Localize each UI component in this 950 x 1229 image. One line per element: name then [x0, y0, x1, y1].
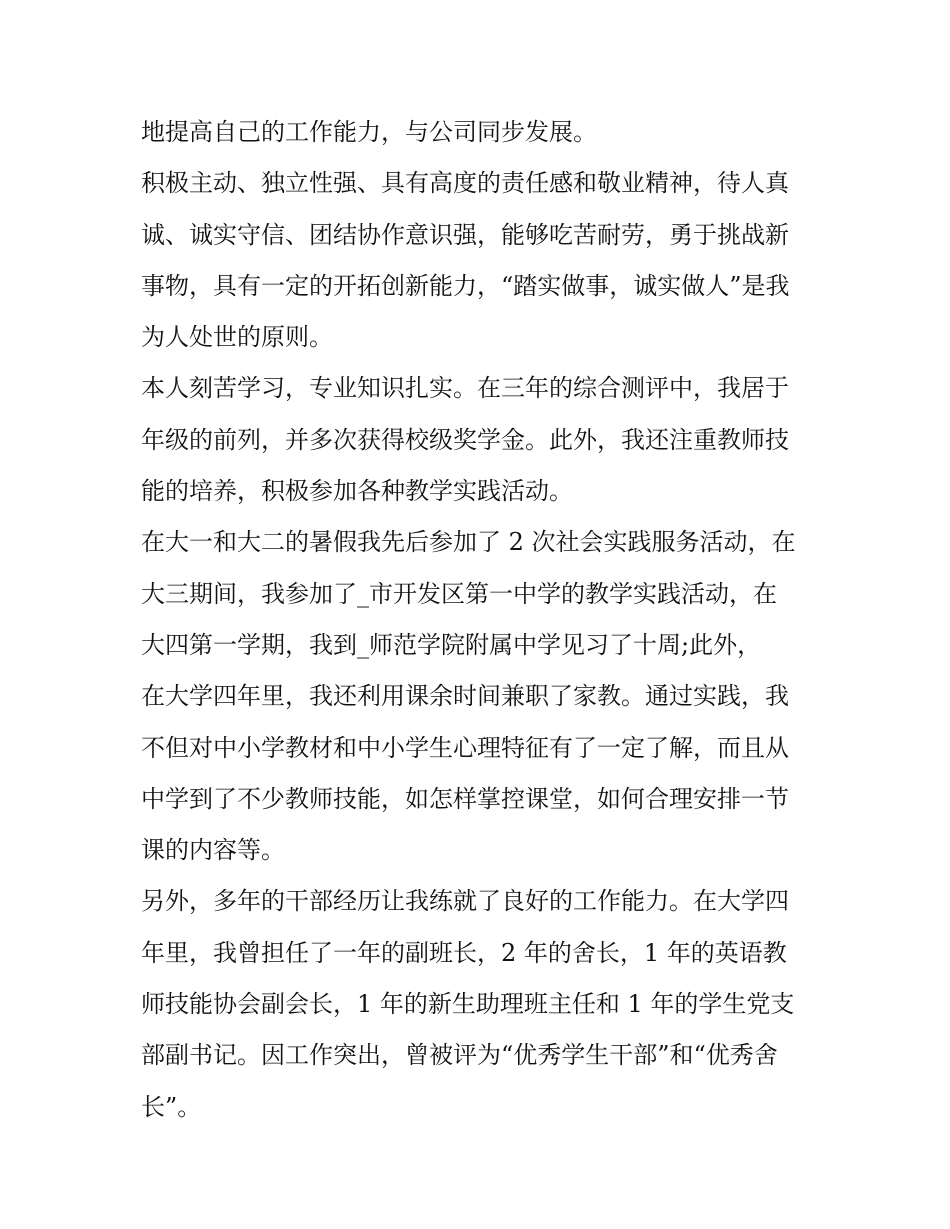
- text-line: 课的内容等。: [141, 836, 285, 865]
- text-line: 长”。: [141, 1092, 202, 1121]
- text-line: 师技能协会副会长，1 年的新生助理班主任和 1 年的学生党支: [141, 990, 795, 1019]
- text-line: 另外，多年的干部经历让我练就了良好的工作能力。在大学四: [141, 887, 789, 916]
- text-line: 能的培养，积极参加各种教学实践活动。: [141, 477, 573, 506]
- text-line: 在大学四年里，我还利用课余时间兼职了家教。通过实践，我: [141, 682, 789, 711]
- text-line: 大三期间，我参加了_市开发区第一中学的教学实践活动，在: [141, 579, 777, 608]
- document-body: [141, 107, 821, 1133]
- text-line: 诚、诚实守信、团结协作意识强，能够吃苦耐劳，勇于挑战新: [141, 220, 789, 249]
- text-line: 中学到了不少教师技能，如怎样掌控课堂，如何合理安排一节: [141, 784, 789, 813]
- text-line: 本人刻苦学习，专业知识扎实。在三年的综合测评中，我居于: [141, 374, 789, 403]
- text-line: 年级的前列，并多次获得校级奖学金。此外，我还注重教师技: [141, 425, 789, 454]
- text-line: 年里，我曾担任了一年的副班长，2 年的舍长，1 年的英语教: [141, 938, 787, 967]
- text-line: 事物，具有一定的开拓创新能力，“踏实做事，诚实做人”是我: [141, 271, 790, 300]
- text-line: 地提高自己的工作能力，与公司同步发展。: [141, 118, 597, 146]
- text-line: 不但对中小学教材和中小学生心理特征有了一定了解，而且从: [141, 733, 789, 762]
- text-line: 在大一和大二的暑假我先后参加了 2 次社会实践服务活动，在: [141, 528, 796, 557]
- text-line: 积极主动、独立性强、具有高度的责任感和敬业精神，待人真: [141, 169, 789, 198]
- text-line: 大四第一学期，我到_师范学院附属中学见习了十周;此外，: [141, 630, 762, 659]
- text-line: 为人处世的原则。: [141, 323, 333, 352]
- text-line: 部副书记。因工作突出，曾被评为“优秀学生干部”和“优秀舍: [141, 1041, 778, 1070]
